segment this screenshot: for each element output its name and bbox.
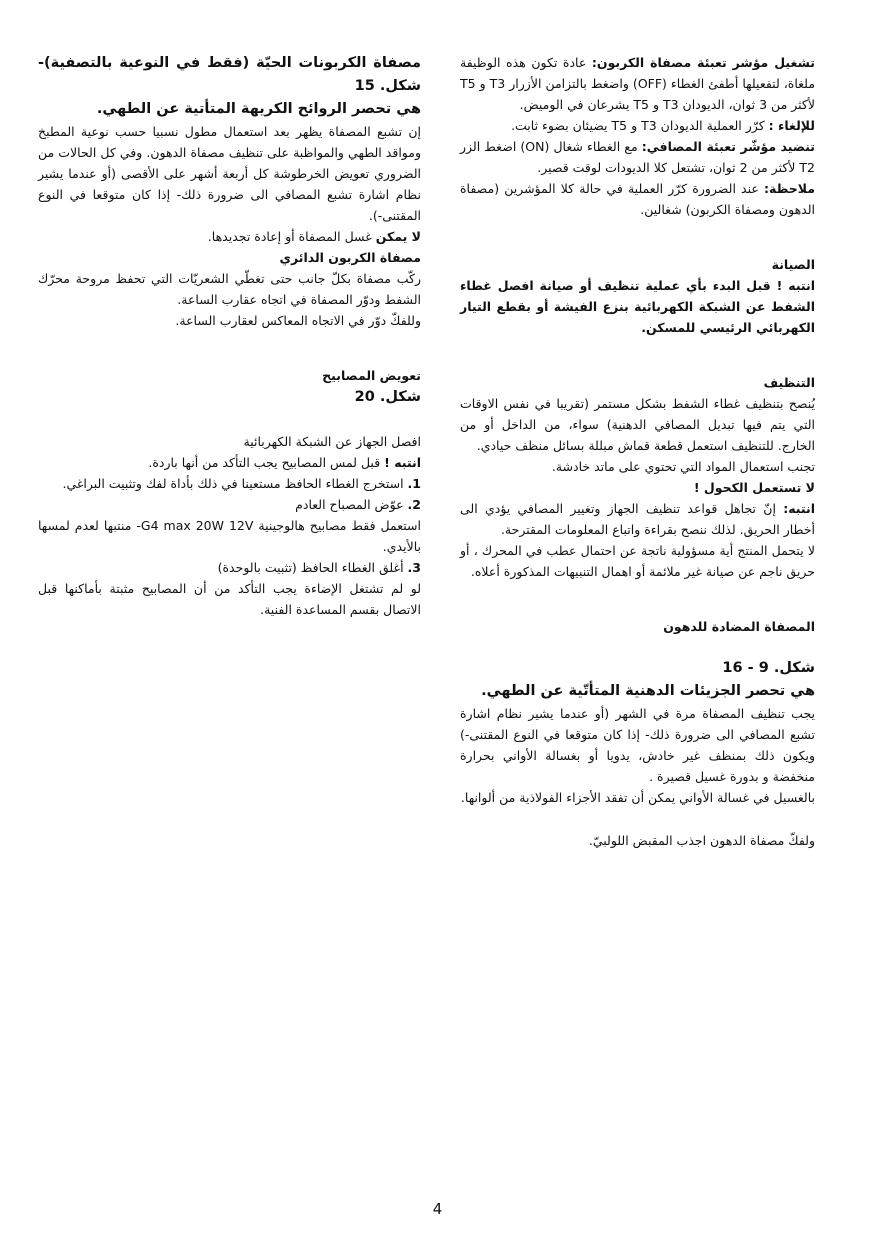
right-column (460, 52, 815, 851)
round-carbon-text: ركّب مصفاة بكلّ جانب حتى تغطّي الشعريّات التي تحفظ مروحة محرّك الشفط ودوّر المصفاة في اتجاه عقارب الساعة. (38, 271, 421, 307)
disconnect-text: افصل الجهاز عن الشبكة الكهربائية (243, 434, 421, 449)
carbon-filter-text: إن تشبع المصفاة يظهر بعد استعمال مطول نسبيا حسب نوعية المطبخ ومواقد الطهي والمواظبة على تنظيف مصفاة الدهون. وفي كل الحالات من الضروري تعويض الخرطوشة كل أربعة أشهر على الأقصى (أو عندما يشير نظام اشارة تشبع المصافي الى ضرورة ذلك- إذا كان متوقعا في النوع المقتنى-). (38, 124, 421, 223)
carbon-filter-title: مصفاة الكربونات الحيّة (فقط في النوعية بالتصفية)- شكل. 15 (38, 55, 421, 94)
reset-paragraph: تنضيد مؤشّر تعبئة المصافي: مع الغطاء شغال (ON) اضغط الزر T2 لأكثر من 2 ثوان، تشتعل كلا الديودات لوقت قصير. (460, 139, 816, 175)
grease-filter-text: يجب تنظيف المصفاة مرة في الشهر (أو عندما يشير نظام اشارة تشبع المصافي الى ضرورة ذلك- إذا كان متوقعا في النوع المقتنى-) ويكون ذلك بمنظف غير خادش، يدويا أو بغسالة الأواني بحرارة منخفضة و بدورة غسيل قصيرة . (460, 706, 815, 784)
carbon-filter-subtitle: هي تحصر الروائح الكريهة المتأتية عن الطهي. (96, 101, 421, 117)
no-light-text: لو لم تشتغل الإضاءة يجب التأكد من أن المصابيح مثبتة بأماكنها قبل الاتصال بقسم المساعدة الفنية. (38, 581, 421, 617)
maintenance-warning: انتبه ! قبل البدء بأي عملية تنظيف أو صيانة افصل غطاء الشفط عن الشبكة الكهربائية بنزع الفيشة أو بقطع التيار الكهربائي الرئيسي للمسكن. (460, 278, 815, 335)
carbon-indicator-paragraph: تشغيل مؤشر تعبئة مصفاة الكربون: عادة تكون هذه الوظيفة ملغاة، لتفعيلها أطفئ الغطاء (OFF) واضغط بالتزامن الأزرار T3 و T5 لأكثر من 3 ثوان، الديودان T3 و T5 يشرعان في الوميض. (460, 55, 816, 112)
caution-paragraph: انتبه ! قبل لمس المصابيح يجب التأكد من أنها باردة. (148, 455, 421, 470)
grease-filter-figure: شكل. 9 - 16 (722, 660, 815, 676)
cancel-paragraph: للإلغاء : كرّر العملية الديودان T3 و T5 يضيئان بضوء ثابت. (511, 118, 815, 133)
grease-filter-subtitle: هي تحصر الجزيئات الدهنية المتأتّية عن الطهي. (481, 683, 815, 699)
note-paragraph: ملاحظة: عند الضرورة كرّر العملية في حالة كلا المؤشرين (مصفاة الدهون ومصفاة الكربون) شغالين. (460, 181, 815, 217)
no-alcohol: لا تستعمل الكحول ! (693, 480, 815, 495)
step-2: 2. عوّض المصباح العادم (295, 497, 421, 512)
page-number: 4 (432, 1200, 443, 1218)
cleaning-text: يُنصح بتنظيف غطاء الشفط بشكل مستمر (تقريبا في نفس الاوقات التي يتم فيها تبديل المصافي الدهنية) سواء، من الداخل أو من الخارج. للتنظيف استعمل قطعة قماش مبللة بسائل منظف حيادي. (460, 396, 815, 453)
cleaning-title: التنظيف (763, 375, 815, 390)
cleaning-avoid: تجنب استعمال المواد التي تحتوي على ماتد خادشة. (551, 459, 815, 474)
left-column (38, 52, 421, 620)
maintenance-title: الصيانة (771, 257, 815, 272)
round-carbon-title: مصفاة الكربون الدائري (279, 250, 421, 265)
grease-filter-remove: ولفكّ مصفاة الدهون اجذب المقبض اللولبيّ. (588, 833, 815, 848)
lamp-figure: شكل. 20 (354, 389, 421, 405)
attention-paragraph: انتبه: إنّ تجاهل قواعد تنظيف الجهاز وتغيير المصافي يؤدي الى أخطار الحريق. لذلك ننصح بقراءة واتباع المعلومات المقترحة. (460, 501, 815, 537)
step-3: 3. أغلق الغطاء الحافظ (تثبيت بالوحدة) (217, 560, 421, 575)
liability-paragraph: لا يتحمل المنتج أية مسؤولية ناتجة عن احتمال عطب في المحرك ، أو حريق ناجم عن صيانة غير ملائمة أو اهمال التنبيهات المذكورة أعلاه. (460, 543, 815, 579)
no-wash-paragraph: لا يمكن غسل المصفاة أو إعادة تجديدها. (207, 229, 421, 244)
grease-filter-title: المصفاة المضادة للدهون (663, 619, 815, 634)
round-carbon-remove: وللفكّ دوّر في الاتجاه المعاكس لعقارب الساعة. (175, 313, 421, 328)
step-2-text: استعمل فقط مصابيح هالوجينية G4 max 20W 12V- منتبها لعدم لمسها بالأيدي. (38, 518, 421, 554)
step-1: 1. استخرج الغطاء الحافظ مستعينا في ذلك بأداة لفك وتثبيت البراغي. (62, 476, 421, 491)
lamp-title: تعويض المصابيح (322, 368, 421, 383)
grease-filter-dishwasher: بالغسيل في غسالة الأواني يمكن أن تفقد الأجزاء الفولاذية من ألوانها. (460, 790, 815, 805)
